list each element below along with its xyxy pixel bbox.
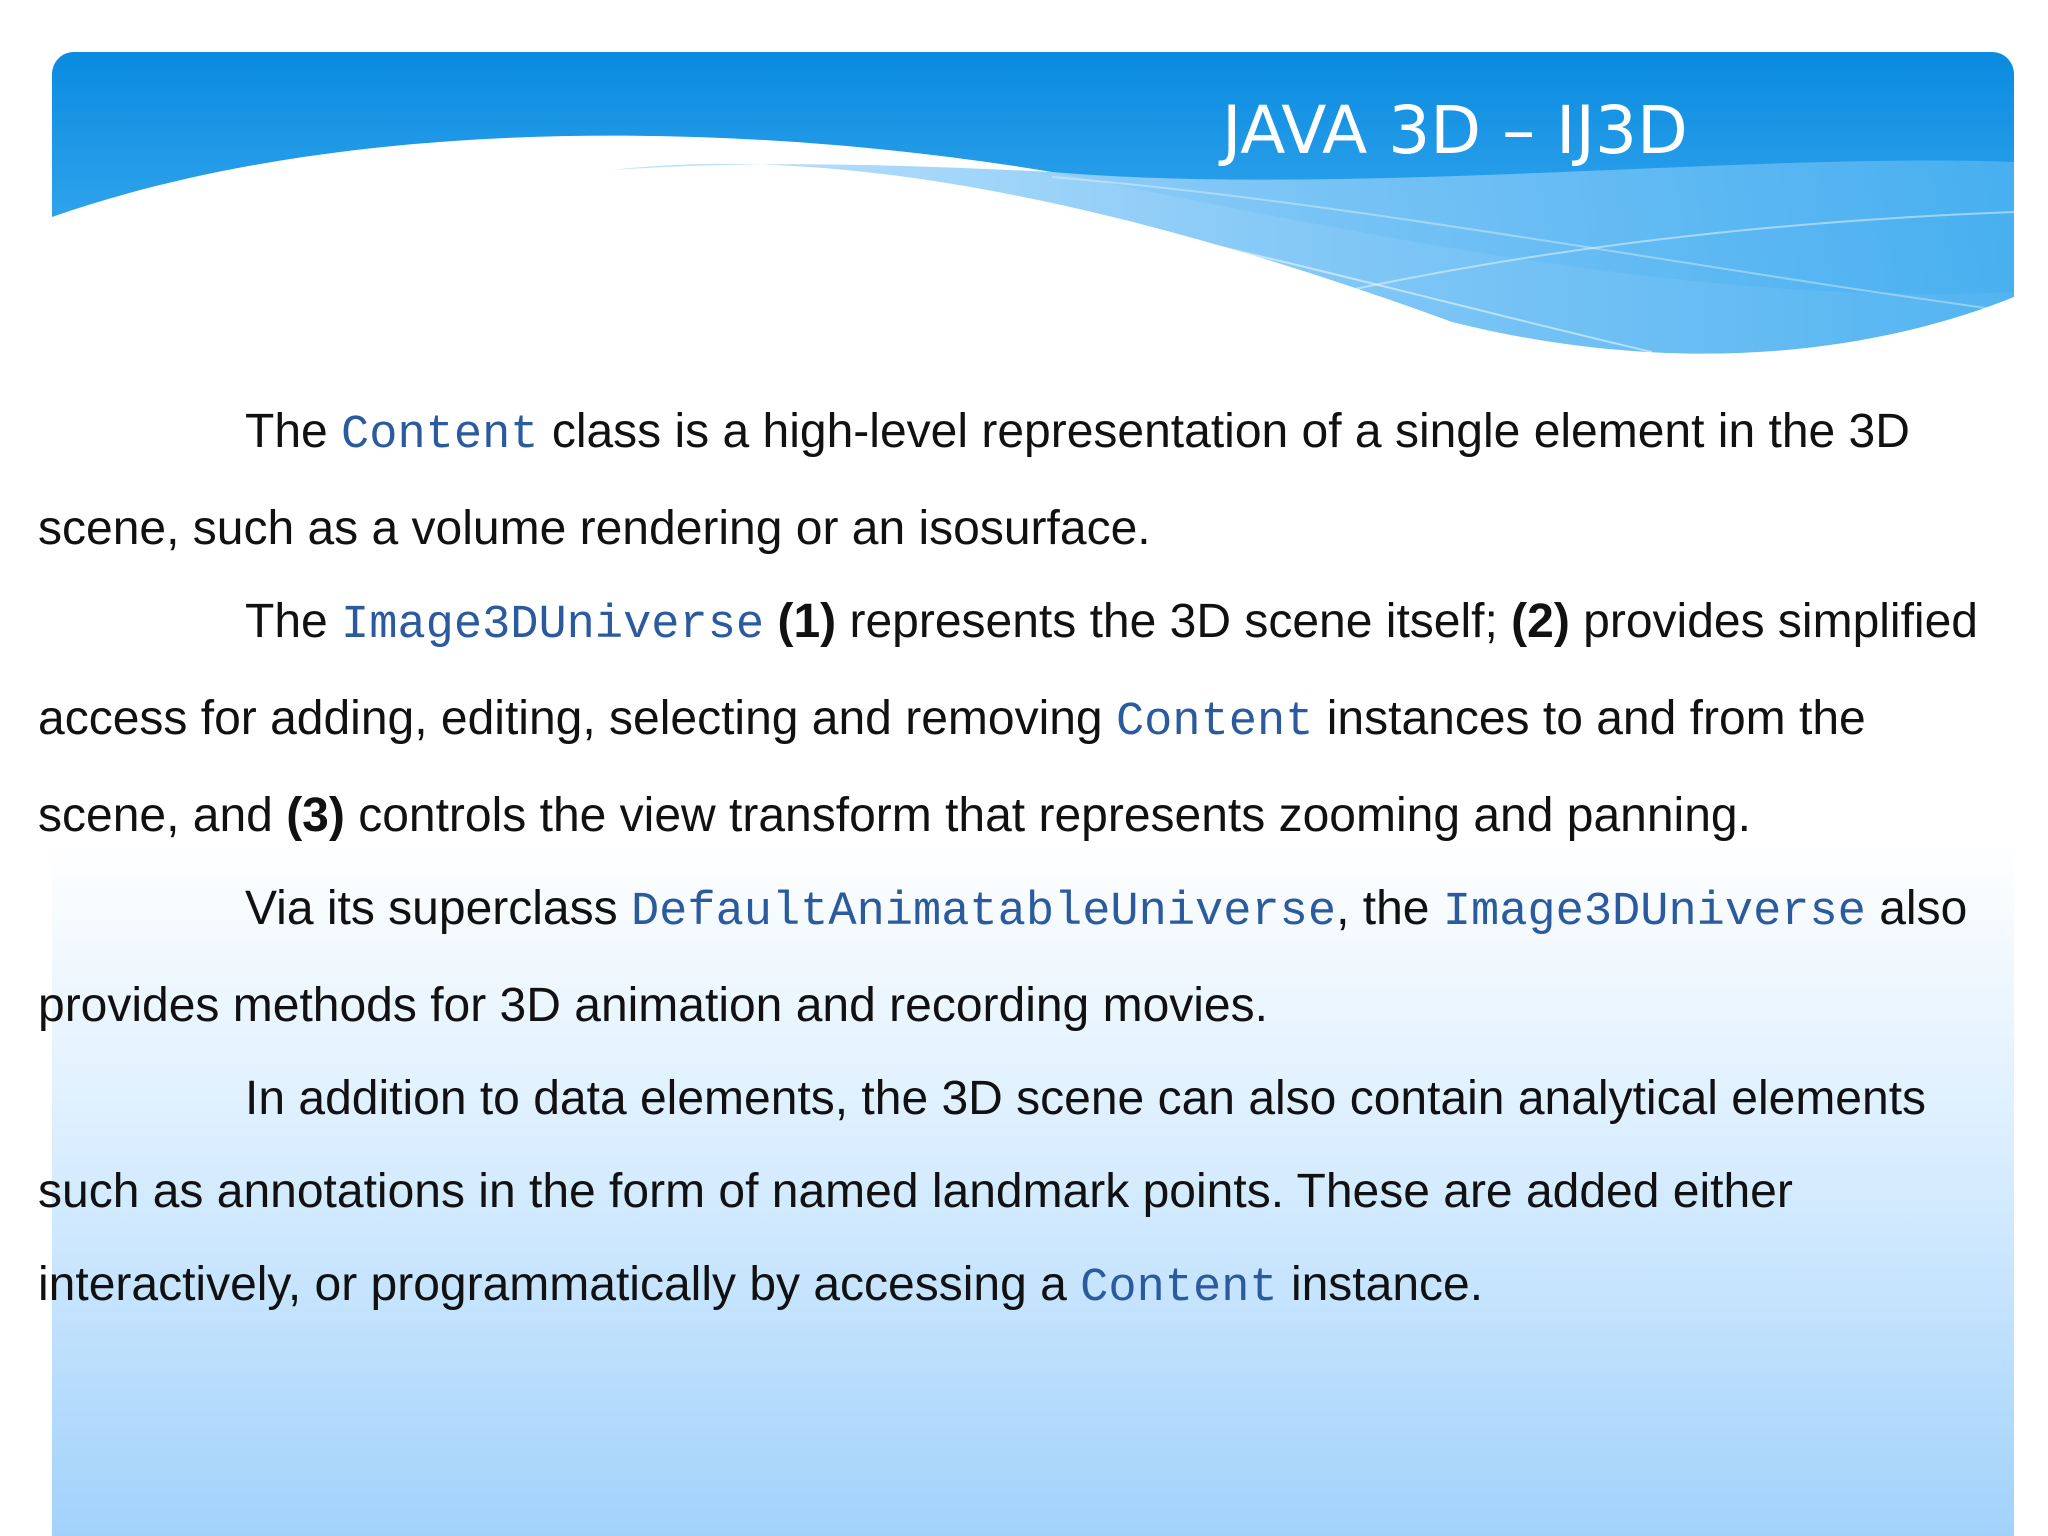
paragraph-animation: Via its superclass DefaultAnimatableUniverse, the Image3DUniverse also provides methods for 3D animation and recording movies. (38, 882, 1968, 1032)
header-wave-decoration (52, 52, 2014, 372)
code-defaultanimatableuniverse: DefaultAnimatableUniverse (630, 886, 1337, 939)
paragraph-universe: The Image3DUniverse (1) represents the 3D scene itself; (2) provides simplified access for adding, editing, selecting and removing Content instances to and from the scene, and (3) controls the view transform that represents zooming and panning. (38, 595, 1978, 842)
code-content: Content (341, 409, 539, 462)
code-image3duniverse: Image3DUniverse (1442, 886, 1866, 939)
paragraph-content-class: The Content class is a high-level representation of a single element in the 3D scene, such as a volume rendering or an isosurface. (38, 405, 1910, 555)
paragraph-landmarks: In addition to data elements, the 3D scene can also contain analytical elements such as annotations in the form of named landmark points. These are added either interactively, or programmatically by accessing a Content instance. (38, 1072, 1927, 1315)
slide-title: JAVA 3D – IJ3D (1222, 92, 1688, 169)
code-image3duniverse: Image3DUniverse (341, 599, 765, 652)
slide-body (38, 385, 1978, 1335)
code-content: Content (1080, 1262, 1278, 1315)
code-content: Content (1115, 696, 1314, 749)
